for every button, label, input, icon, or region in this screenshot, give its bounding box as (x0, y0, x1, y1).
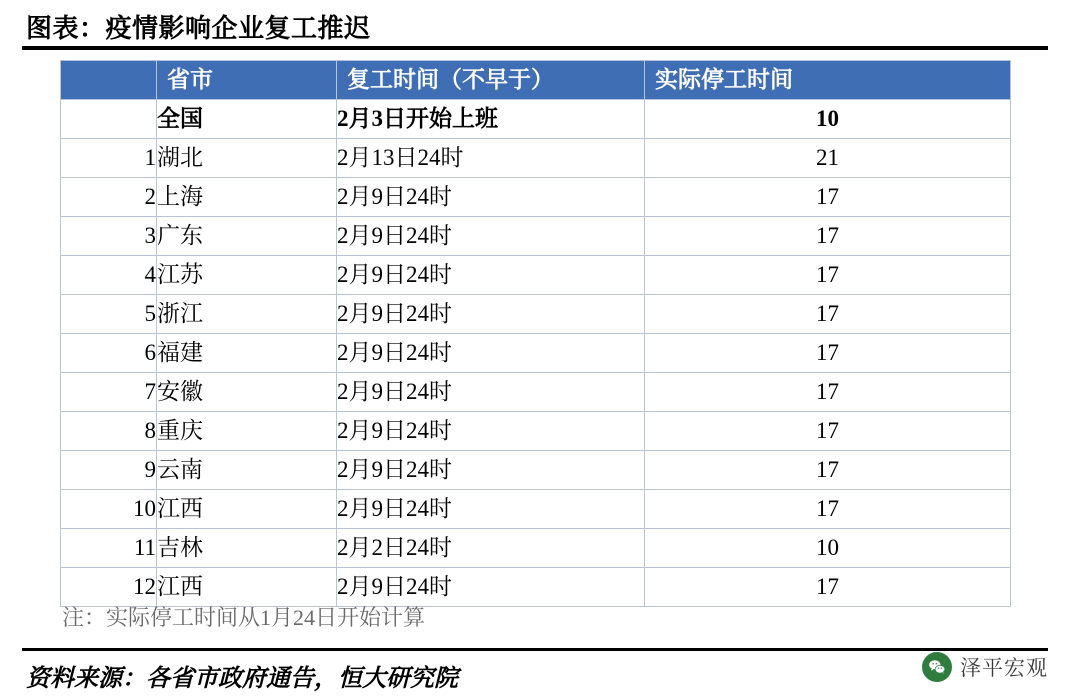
cell-resume-date: 2月9日24时 (337, 256, 645, 295)
table-row (61, 412, 1011, 451)
table-row (61, 334, 1011, 373)
cell-province: 上海 (157, 178, 337, 217)
cell-stop-days: 17 (645, 178, 1011, 217)
row-index: 11 (61, 529, 157, 568)
table-row (61, 490, 1011, 529)
cell-province: 安徽 (157, 373, 337, 412)
row-index: 1 (61, 139, 157, 178)
cell-stop-days: 17 (645, 295, 1011, 334)
cell-province: 江苏 (157, 256, 337, 295)
table-row (61, 100, 1011, 139)
row-index: 3 (61, 217, 157, 256)
table-body (61, 100, 1011, 607)
row-index: 5 (61, 295, 157, 334)
cell-stop-days: 17 (645, 334, 1011, 373)
cell-stop-days: 17 (645, 256, 1011, 295)
cell-province: 广东 (157, 217, 337, 256)
cell-province: 重庆 (157, 412, 337, 451)
column-header-resume-date: 复工时间（不早于） (337, 61, 645, 100)
cell-province: 湖北 (157, 139, 337, 178)
row-index: 7 (61, 373, 157, 412)
cell-resume-date: 2月9日24时 (337, 334, 645, 373)
watermark (922, 652, 1048, 682)
data-table-container (60, 60, 1010, 607)
cell-resume-date: 2月9日24时 (337, 373, 645, 412)
cell-stop-days: 17 (645, 412, 1011, 451)
cell-resume-date: 2月2日24时 (337, 529, 645, 568)
row-index (61, 100, 157, 139)
row-index: 4 (61, 256, 157, 295)
cell-resume-date: 2月9日24时 (337, 217, 645, 256)
cell-stop-days: 17 (645, 373, 1011, 412)
cell-resume-date: 2月9日24时 (337, 178, 645, 217)
table-header (61, 61, 1011, 100)
row-index: 10 (61, 490, 157, 529)
cell-stop-days: 10 (645, 100, 1011, 139)
wechat-icon (922, 652, 952, 682)
table-row (61, 256, 1011, 295)
cell-resume-date: 2月9日24时 (337, 568, 645, 607)
cell-province: 江西 (157, 568, 337, 607)
table-header-row (61, 61, 1011, 100)
table-row (61, 529, 1011, 568)
cell-stop-days: 17 (645, 490, 1011, 529)
row-index: 8 (61, 412, 157, 451)
column-header-stop-days: 实际停工时间 (645, 61, 1011, 100)
table-row (61, 451, 1011, 490)
cell-stop-days: 17 (645, 568, 1011, 607)
cell-resume-date: 2月9日24时 (337, 412, 645, 451)
cell-province: 江西 (157, 490, 337, 529)
cell-stop-days: 17 (645, 451, 1011, 490)
table-row (61, 295, 1011, 334)
cell-resume-date: 2月3日开始上班 (337, 100, 645, 139)
resume-work-table (60, 60, 1011, 607)
table-row (61, 217, 1011, 256)
page-title: 图表：疫情影响企业复工推迟 (26, 14, 371, 43)
cell-resume-date: 2月9日24时 (337, 451, 645, 490)
cell-province: 福建 (157, 334, 337, 373)
table-row (61, 373, 1011, 412)
cell-resume-date: 2月9日24时 (337, 295, 645, 334)
cell-province: 吉林 (157, 529, 337, 568)
table-row (61, 178, 1011, 217)
cell-stop-days: 17 (645, 217, 1011, 256)
row-index: 9 (61, 451, 157, 490)
source-text: 资料来源：各省市政府通告，恒大研究院 (26, 666, 458, 692)
cell-stop-days: 21 (645, 139, 1011, 178)
watermark-text: 泽平宏观 (960, 656, 1048, 680)
cell-resume-date: 2月9日24时 (337, 490, 645, 529)
cell-province: 浙江 (157, 295, 337, 334)
bottom-divider (22, 648, 1048, 651)
top-divider (22, 46, 1048, 50)
row-index: 2 (61, 178, 157, 217)
row-index: 12 (61, 568, 157, 607)
table-row (61, 139, 1011, 178)
column-header-province: 省市 (157, 61, 337, 100)
row-index: 6 (61, 334, 157, 373)
cell-resume-date: 2月13日24时 (337, 139, 645, 178)
cell-province: 全国 (157, 100, 337, 139)
table-note: 注：实际停工时间从1月24日开始计算 (62, 605, 426, 630)
column-header-index (61, 61, 157, 100)
cell-province: 云南 (157, 451, 337, 490)
cell-stop-days: 10 (645, 529, 1011, 568)
